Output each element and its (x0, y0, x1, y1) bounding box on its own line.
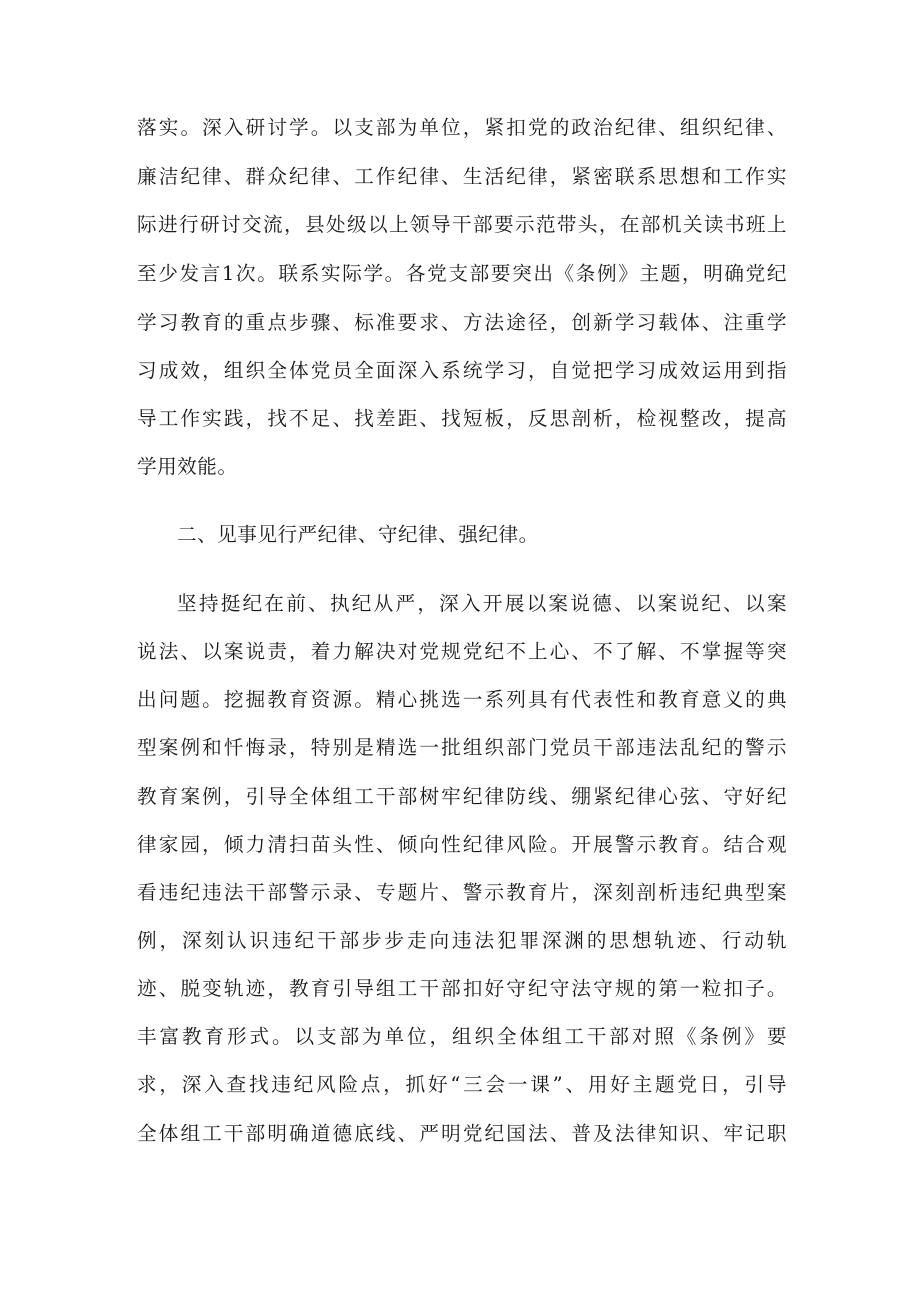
text-line: 教育案例，引导全体组工干部树牢纪律防线、绷紧纪律心弦、守好纪 (137, 785, 787, 808)
text-line: 型案例和忏悔录，特别是精选一批组织部门党员干部违法乱纪的警示 (137, 736, 787, 759)
text-line: 学用效能。 (137, 455, 238, 478)
text-line: 至少发言1次。联系实际学。各党支部要突出《条例》主题，明确党纪 (137, 262, 787, 285)
text-line: 廉洁纪律、群众纪律、工作纪律、生活纪律，紧密联系思想和工作实 (137, 165, 787, 188)
text-line: 看违纪违法干部警示录、专题片、警示教育片，深刻剖析违纪典型案 (137, 881, 787, 904)
text-line: 落实。深入研讨学。以支部为单位，紧扣党的政治纪律、组织纪律、 (137, 116, 787, 139)
text-line: 全体组工干部明确道德底线、严明党纪国法、普及法律知识、牢记职 (137, 1122, 787, 1145)
section-heading: 二、见事见行严纪律、守纪律、强纪律。 (177, 523, 539, 546)
text-line: 例，深刻认识违纪干部步步走向违法犯罪深渊的思想轨迹、行动轨 (137, 929, 787, 952)
text-line: 求，深入查找违纪风险点，抓好“三会一课”、用好主题党日，引导 (137, 1073, 787, 1096)
text-line: 迹、脱变轨迹，教育引导组工干部扣好守纪守法守规的第一粒扣子。 (137, 977, 787, 1000)
text-line: 习成效，组织全体党员全面深入系统学习，自觉把学习成效运用到指 (137, 359, 787, 382)
text-line: 导工作实践，找不足、找差距、找短板，反思剖析，检视整改，提高 (137, 407, 787, 430)
text-line: 说法、以案说责，着力解决对党规党纪不上心、不了解、不掌握等突 (137, 640, 787, 663)
text-line: 律家园，倾力清扫苗头性、倾向性纪律风险。开展警示教育。结合观 (137, 833, 787, 856)
text-line: 际进行研讨交流，县处级以上领导干部要示范带头，在部机关读书班上 (137, 213, 787, 236)
text-line: 坚持挺纪在前、执纪从严，深入开展以案说德、以案说纪、以案 (177, 592, 787, 615)
text-line: 丰富教育形式。以支部为单位，组织全体组工干部对照《条例》要 (137, 1025, 787, 1048)
text-line: 出问题。挖掘教育资源。精心挑选一系列具有代表性和教育意义的典 (137, 688, 787, 711)
text-line: 学习教育的重点步骤、标准要求、方法途径，创新学习载体、注重学 (137, 311, 787, 334)
